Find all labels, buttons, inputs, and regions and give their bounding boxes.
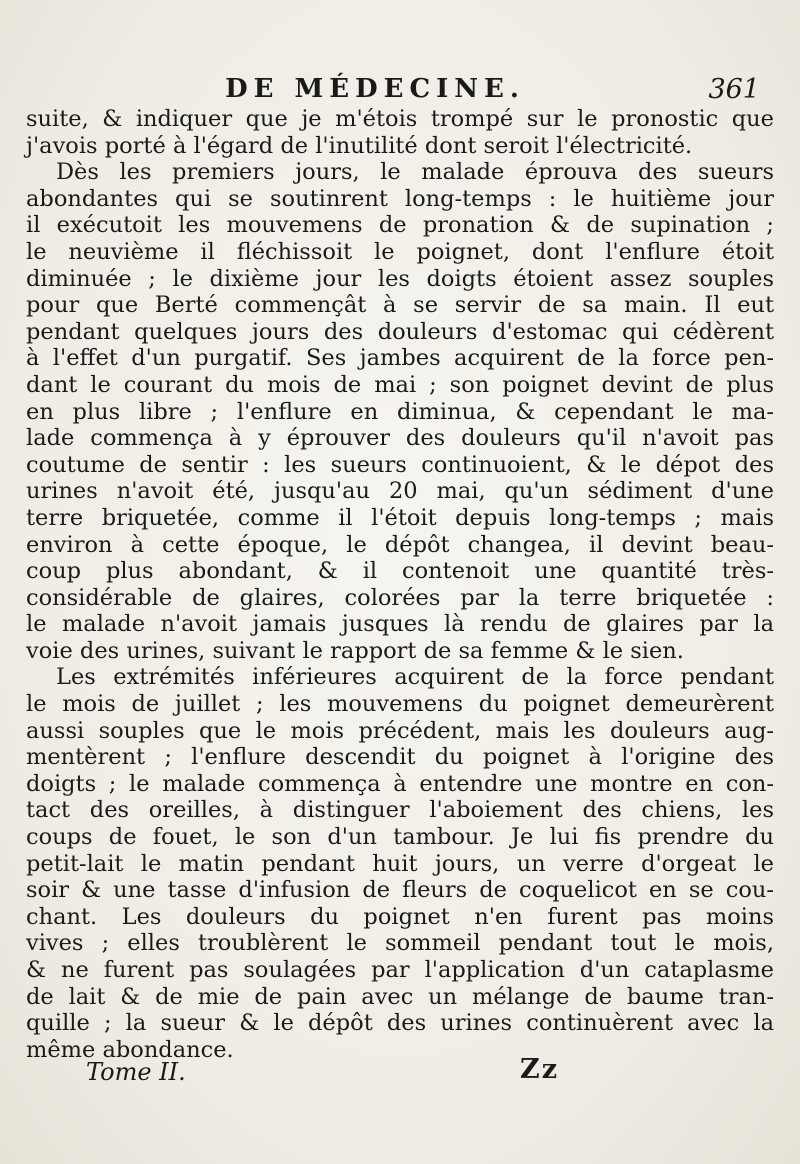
text-line: dant le courant du mois de mai ; son poignet devint de plus xyxy=(26,371,774,398)
text-line: soir & une tasse d'infusion de fleurs de coquelicot en se cou- xyxy=(26,877,774,904)
text-line: abondantes qui se soutinrent long-temps : le huitième jour xyxy=(26,185,774,212)
text-line: le mois de juillet ; les mouvemens du poignet demeurèrent xyxy=(26,691,774,718)
text-line: tact des oreilles, à distinguer l'aboiement des chiens, les xyxy=(26,797,774,824)
paragraph-start-line: Les extrémités inférieures acquirent de la force pendant xyxy=(56,664,774,691)
text-line: chant. Les douleurs du poignet n'en furent pas moins xyxy=(26,903,774,930)
text-line: en plus libre ; l'enflure en diminua, & cependant le ma- xyxy=(26,398,774,425)
text-line: doigts ; le malade commença à entendre une montre en con- xyxy=(26,770,774,797)
text-line: lade commença à y éprouver des douleurs qu'il n'avoit pas xyxy=(26,425,774,452)
text-line: de lait & de mie de pain avec un mélange de baume tran- xyxy=(26,983,774,1010)
text-line: j'avois porté à l'égard de l'inutilité dont seroit l'électricité. xyxy=(26,132,693,159)
text-line: voie des urines, suivant le rapport de sa femme & le sien. xyxy=(26,637,684,664)
text-line: & ne furent pas soulagées par l'application d'un cataplasme xyxy=(26,957,774,983)
text-line: pendant quelques jours des douleurs d'estomac qui cédèrent xyxy=(26,318,774,345)
text-line: diminuée ; le dixième jour les doigts étoient assez souples xyxy=(26,265,774,292)
text-line: à l'effet d'un purgatif. Ses jambes acquirent de la force pen- xyxy=(26,345,774,372)
text-line: considérable de glaires, colorées par la terre briquetée : xyxy=(26,584,774,611)
text-line: urines n'avoit été, jusqu'au 20 mai, qu'un sédiment d'une xyxy=(26,478,774,505)
paragraph-start-line: Dès les premiers jours, le malade éprouva des sueurs xyxy=(56,159,774,186)
text-line: même abondance. xyxy=(26,1036,234,1063)
running-head: DE MÉDECINE. xyxy=(225,74,525,104)
body-text xyxy=(26,106,774,1063)
page-number: 361 xyxy=(708,74,760,105)
text-line: le neuvième il fléchissoit le poignet, dont l'enflure étoit xyxy=(26,238,774,265)
page-header xyxy=(60,74,760,108)
text-line: coup plus abondant, & il contenoit une quantité très- xyxy=(26,558,774,585)
text-line: environ à cette époque, le dépôt changea, il devint beau- xyxy=(26,531,774,558)
signature-mark: Zz xyxy=(520,1054,560,1085)
text-line: coutume de sentir : les sueurs continuoient, & le dépot des xyxy=(26,451,774,478)
text-line: vives ; elles troublèrent le sommeil pendant tout le mois, xyxy=(26,930,774,957)
text-line: le malade n'avoit jamais jusques là rendu de glaires par la xyxy=(26,611,774,638)
text-line: terre briquetée, comme il l'étoit depuis long-temps ; mais xyxy=(26,504,774,531)
text-line: petit-lait le matin pendant huit jours, un verre d'orgeat le xyxy=(26,850,774,877)
text-line: quille ; la sueur & le dépôt des urines continuèrent avec la xyxy=(26,1010,774,1037)
text-line: pour que Berté commençât à se servir de sa main. Il eut xyxy=(26,292,774,319)
text-line: aussi souples que le mois précédent, mais les douleurs aug- xyxy=(26,717,774,744)
text-line: il exécutoit les mouvemens de pronation & de supination ; xyxy=(26,212,774,239)
volume-label: Tome II. xyxy=(86,1058,186,1086)
text-line: mentèrent ; l'enflure descendit du poignet à l'origine des xyxy=(26,744,774,771)
text-line: suite, & indiquer que je m'étois trompé sur le pronostic que xyxy=(26,106,774,132)
text-line: coups de fouet, le son d'un tambour. Je lui fis prendre du xyxy=(26,824,774,851)
page-footer xyxy=(86,1048,686,1088)
